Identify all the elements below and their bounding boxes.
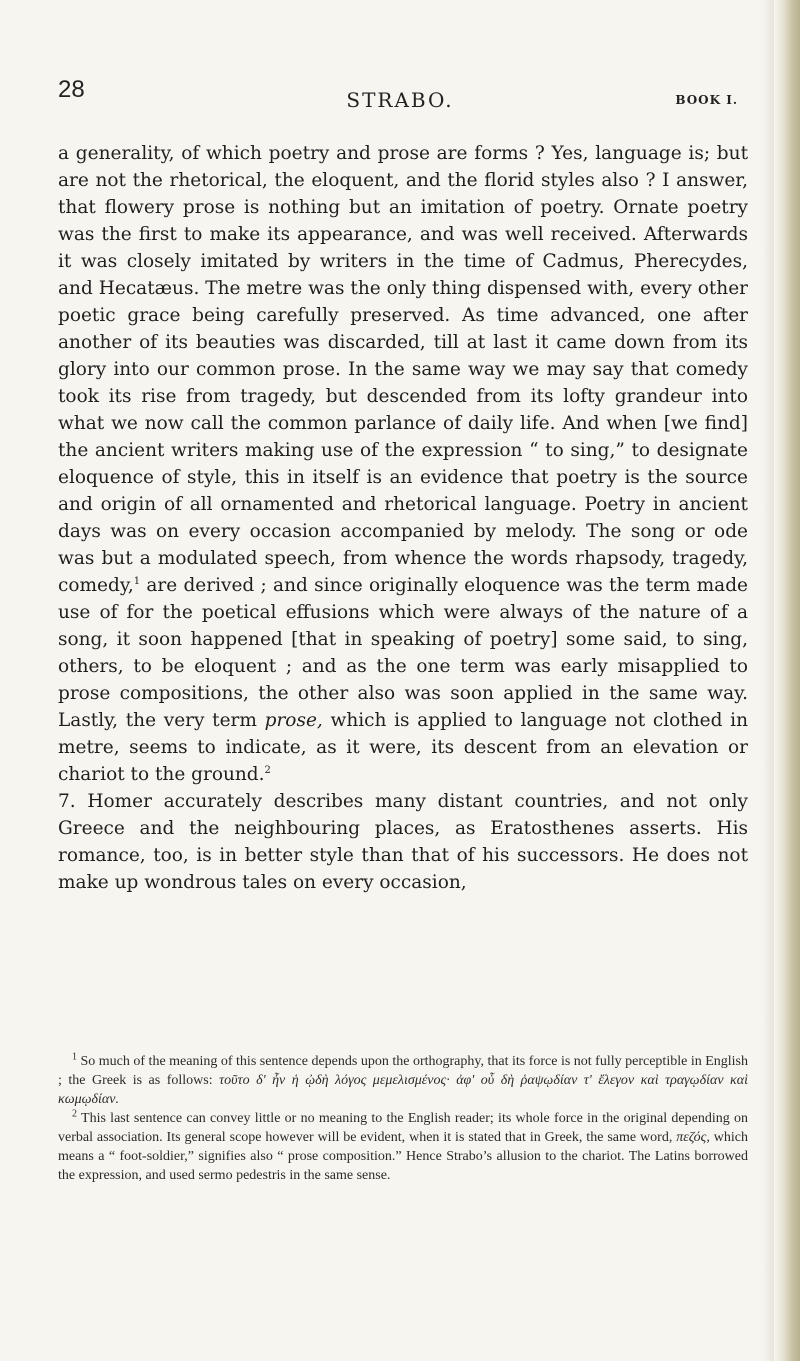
footnote-2	[58, 1109, 748, 1185]
paragraph-1-continued: are derived ; and since originally eloquence was the term made use of for the poetical effusions which were always of the nature of a song, it soon happened [that in speaking of poetry] some said, to sing, others, to be eloquent ; and as the one term was early misapplied to prose compositions, the other also was soon applied in the same way. Lastly, the very term	[58, 575, 748, 731]
footnote-2-text-b: which means a “ foot-soldier,” signifies also “ prose composition.” Hence Strabo’s allusion to the chariot. The Latins borrowed the expression, and used sermo pedestris in the same sense.	[58, 1130, 748, 1183]
footnote-1	[58, 1052, 748, 1109]
paragraph-1-text: a generality, of which poetry and prose are forms ? Yes, language is; but are not the rhetorical, the eloquent, and the florid styles also ? I answer, that flowery prose is nothing but an imitation of poetry. Ornate poetry was the first to make its appearance, and was well received. Afterwards it was closely imitated by writers in the time of Cadmus, Pherecydes, and Hecatæus. The metre was the only thing dispensed with, every other poetic grace being carefully preserved. As time advanced, one after another of its beauties was discarded, till at last it came down from its glory into our common prose. In the same way we may say that comedy took its rise from tragedy, but descended from its lofty grandeur into what we now call the common parlance of daily life. And when [we find] the ancient writers making use of the expression “ to sing,” to designate eloquence of style, this in itself is an evidence that poetry is the source and origin of all ornamented and rhetorical language. Poetry in ancient days was on every occasion accompanied by melody. The song or ode was but a modulated speech, from whence the words rhapsody, tragedy, comedy,	[58, 143, 748, 596]
paragraph-1	[58, 140, 748, 788]
paragraph-2: 7. Homer accurately describes many distant countries, and not only Greece and the neighbouring places, as Eratosthenes asserts. His romance, too, is in better style than that of his successors. He does not make up wondrous tales on every occasion,	[58, 791, 748, 893]
footnote-2-greek: πεζός,	[676, 1130, 710, 1145]
footnote-1-text: So much of the meaning of this sentence depends upon the orthography, that its force is not fully perceptible in English ; the Greek is as follows:	[58, 1054, 748, 1088]
paragraph-1-end: which is applied to language not clothed in metre, seems to indicate, as it were, its descent from an elevation or chariot to the ground.	[58, 710, 748, 785]
book-label: BOOK I.	[675, 93, 738, 107]
footnote-1-marker: 1	[72, 1051, 77, 1063]
footnote-ref-1: 1	[133, 575, 141, 587]
page-binding-edge	[774, 0, 800, 1361]
footnote-2-text-a: This last sentence can convey little or no meaning to the English reader; its whole force in the original depending on verbal association. Its general scope however will be evident, when it is stated that in Greek, the same word,	[58, 1111, 748, 1145]
footnote-1-greek: τοῦτο δ' ἦν ἡ ᾠδὴ λόγος μεμελισμένος· ἀφ' οὗ δὴ ῥαψῳδίαν τ' ἔλεγον καὶ τραγῳδίαν καὶ κωμῳδίαν.	[58, 1073, 748, 1107]
page-number: 28	[58, 76, 85, 103]
footnote-ref-2: 2	[264, 764, 271, 776]
emphasis-prose: prose,	[264, 710, 323, 731]
running-head: STRABO.	[346, 88, 454, 112]
main-text	[58, 140, 748, 896]
page-gutter-shadow	[762, 0, 774, 1361]
footnotes	[58, 1052, 748, 1185]
footnote-2-marker: 2	[72, 1108, 77, 1120]
